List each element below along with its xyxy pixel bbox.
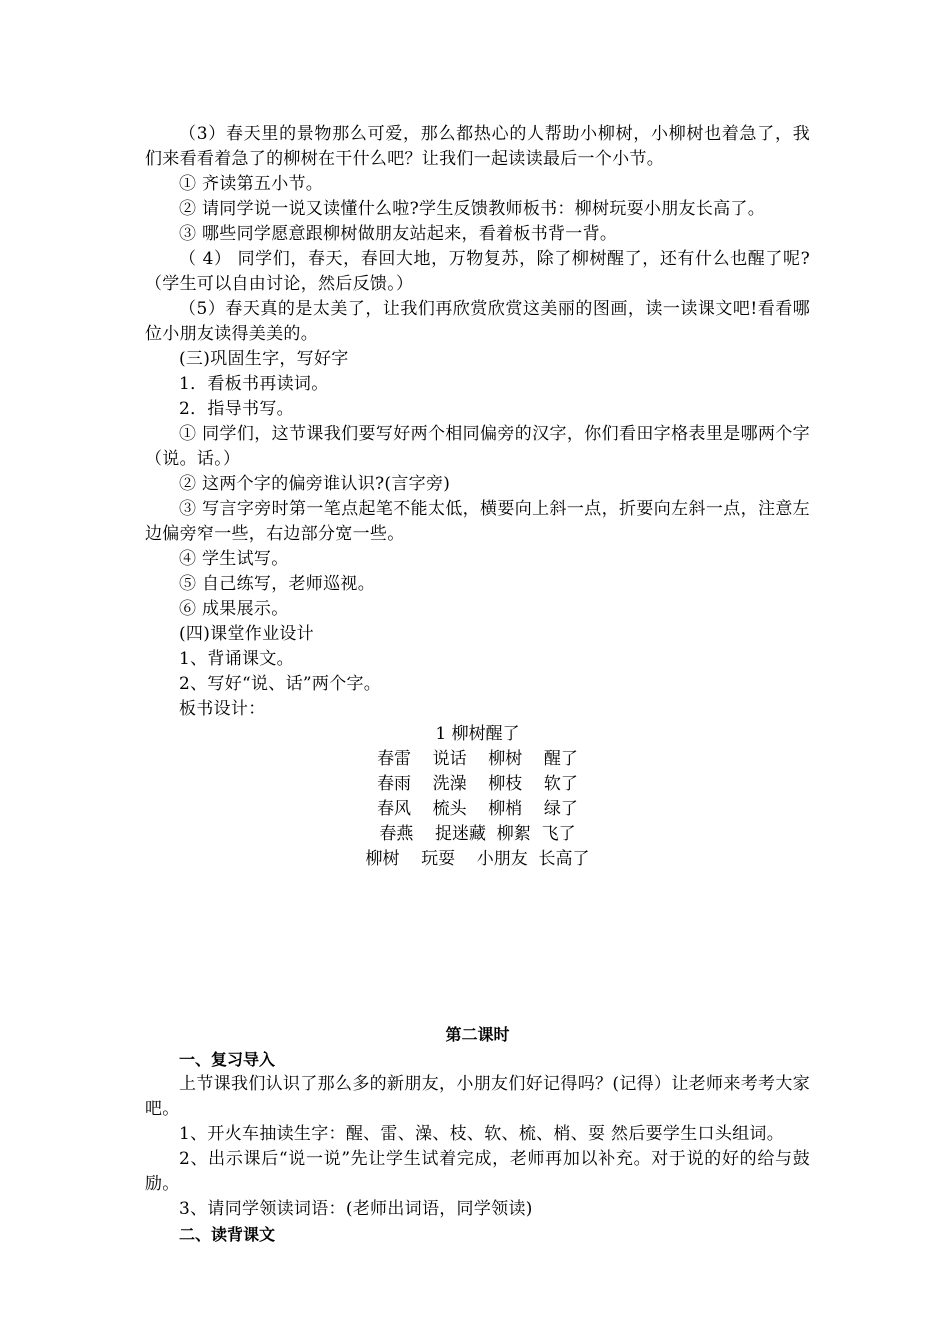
section-title: 第二课时 bbox=[445, 1025, 510, 1044]
paragraph: 1．看板书再读词。 bbox=[179, 374, 329, 394]
paragraph: 2．指导书写。 bbox=[179, 399, 294, 419]
paragraph: 板书设计： bbox=[179, 699, 266, 719]
paragraph: ② 这两个字的偏旁谁认识?(言字旁) bbox=[179, 474, 451, 494]
board-row: 春风 梳头 柳梢 绿了 bbox=[377, 799, 578, 819]
paragraph: （ 4） 同学们，春天，春回大地，万物复苏，除了柳树醒了，还有什么也醒了呢?（学生可以自由讨论，然后反馈。） bbox=[145, 249, 810, 294]
paragraph: ① 齐读第五小节。 bbox=[179, 174, 324, 194]
paragraph: 1、开火车抽读生字：醒、雷、澡、枝、软、梳、梢、耍 然后要学生口头组词。 bbox=[179, 1124, 785, 1144]
paragraph: ② 请同学说一说又读懂什么啦?学生反馈教师板书：柳树玩耍小朋友长高了。 bbox=[179, 199, 766, 219]
paragraph: ⑥ 成果展示。 bbox=[179, 599, 289, 619]
heading: 二、读背课文 bbox=[179, 1225, 276, 1244]
paragraph: 2、出示课后“说一说”先让学生试着完成，老师再加以补充。对于说的好的给与鼓励。 bbox=[145, 1149, 810, 1194]
blackboard-design bbox=[145, 722, 810, 872]
paragraph: ① 同学们，这节课我们要写好两个相同偏旁的汉字，你们看田字格表里是哪两个字（说。话。） bbox=[145, 424, 810, 469]
board-row: 春雷 说话 柳树 醒了 bbox=[377, 749, 578, 769]
paragraph: ③ 写言字旁时第一笔点起笔不能太低，横要向上斜一点，折要向左斜一点，注意左边偏旁窄一些，右边部分宽一些。 bbox=[145, 499, 810, 544]
paragraph: ③ 哪些同学愿意跟柳树做朋友站起来，看着板书背一背。 bbox=[179, 224, 618, 244]
paragraph: （3）春天里的景物那么可爱，那么都热心的人帮助小柳树，小柳树也着急了，我们来看看着急了的柳树在干什么吧？让我们一起读读最后一个小节。 bbox=[145, 124, 810, 169]
board-row: 春雨 洗澡 柳枝 软了 bbox=[377, 774, 578, 794]
board-title: 1 柳树醒了 bbox=[435, 724, 520, 744]
board-row: 春燕 捉迷藏 柳絮 飞了 bbox=[379, 824, 576, 844]
paragraph: ⑤ 自己练写，老师巡视。 bbox=[179, 574, 376, 594]
paragraph: 3、请同学领读词语：(老师出词语，同学领读) bbox=[179, 1199, 533, 1219]
subsection-heading: (四)课堂作业设计 bbox=[179, 624, 314, 644]
paragraph: 2、写好“说、话”两个字。 bbox=[179, 674, 382, 694]
document-body bbox=[145, 122, 810, 1247]
paragraph: 上节课我们认识了那么多的新朋友，小朋友们好记得吗？(记得）让老师来考考大家吧。 bbox=[145, 1074, 810, 1119]
board-row: 柳树 玩耍 小朋友 长高了 bbox=[365, 849, 590, 869]
paragraph: （5）春天真的是太美了，让我们再欣赏欣赏这美丽的图画，读一读课文吧!看看哪位小朋友读得美美的。 bbox=[145, 299, 810, 344]
heading: 一、复习导入 bbox=[179, 1050, 276, 1069]
page-gap bbox=[145, 872, 810, 1022]
paragraph: ④ 学生试写。 bbox=[179, 549, 289, 569]
subsection-heading: (三)巩固生字，写好字 bbox=[179, 349, 349, 369]
paragraph: 1、背诵课文。 bbox=[179, 649, 294, 669]
